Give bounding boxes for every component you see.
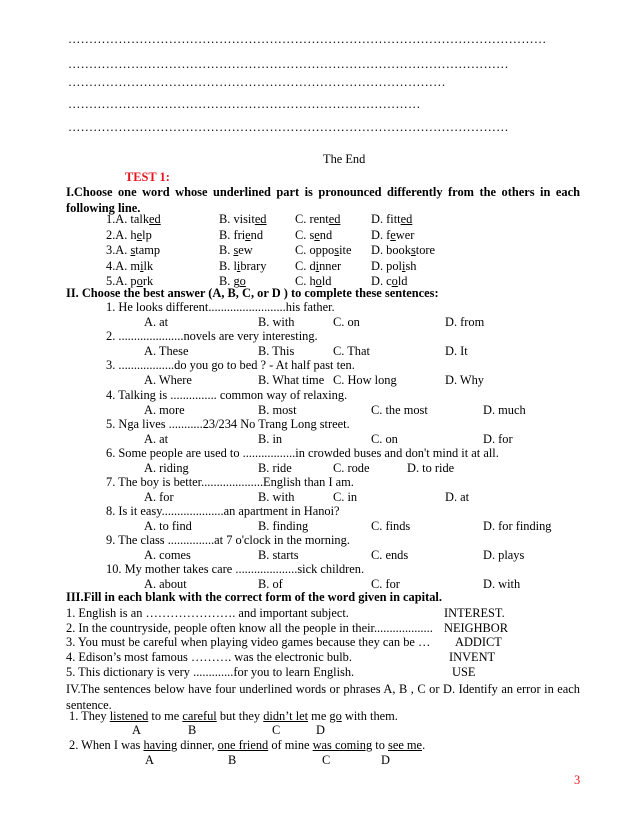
question-text: 6. Some people are used to .................in crowded buses and don't mind it at all.	[106, 446, 499, 460]
word-part: D. f	[371, 227, 391, 242]
page-number: 3	[574, 773, 581, 787]
answer-option: D. Why	[445, 373, 485, 387]
word-part: B. l	[219, 258, 237, 273]
end-text: The End	[323, 152, 366, 166]
word-part: C. oppo	[295, 243, 335, 257]
underlined-part: ed	[254, 212, 267, 226]
word-part: lp	[142, 227, 152, 242]
answer-option: C. on	[371, 432, 398, 446]
section1-option	[219, 260, 267, 272]
underlined-part: i	[401, 258, 406, 273]
section1-option	[295, 213, 340, 225]
blank-line-1: ……………………………………………………………………………………………………	[68, 32, 547, 46]
section1-title: I.Choose one word whose underlined part is pronounced differently from the others in each following line.	[66, 185, 580, 215]
test-title: TEST 1:	[125, 170, 170, 184]
word-part: tamp	[135, 243, 161, 257]
answer-option: B. starts	[258, 548, 299, 562]
section1-option	[106, 229, 152, 241]
word-part: 3.A.	[106, 243, 131, 257]
word-part: D. pol	[371, 258, 402, 273]
answer-option: B. What time	[258, 373, 325, 387]
s2-letter-c: C	[322, 753, 331, 767]
answer-option: C. the most	[371, 403, 428, 417]
answer-option: A. more	[144, 403, 185, 417]
section1-option	[371, 260, 416, 272]
answer-option: D. plays	[483, 548, 525, 562]
section1-option	[219, 244, 253, 256]
answer-option: A. riding	[144, 461, 189, 475]
blank-line-3: ………………………………………………………………………………	[68, 75, 446, 89]
answer-option: A. at	[144, 432, 169, 446]
word-part: ite	[339, 243, 352, 257]
section1-option	[295, 229, 332, 241]
underlined-part: ed	[400, 212, 413, 226]
answer-option: D. for	[483, 432, 513, 446]
word-part: C. d	[295, 258, 316, 273]
underlined-part: s	[334, 243, 340, 257]
word-part: ld	[397, 274, 408, 288]
fill-blank-sentence: 1. English is an …………………. and important subject.	[66, 606, 349, 620]
section1-option	[295, 260, 341, 272]
s1-letter-b: B	[188, 723, 197, 737]
answer-option: B. This	[258, 344, 295, 358]
word-part: ld	[321, 274, 332, 288]
given-word: INVENT	[449, 650, 496, 664]
word-part: lk	[143, 258, 154, 273]
question-text: 9. The class ...............at 7 o'clock in the morning.	[106, 533, 350, 547]
question-text: 3. ..................do you go to bed ? - At half past ten.	[106, 358, 355, 372]
answer-option: A. to find	[144, 519, 192, 533]
answer-option: D. It	[445, 344, 468, 358]
underlined-part: e	[245, 227, 251, 242]
word-part: nd	[250, 227, 264, 242]
underlined-part: i	[236, 258, 241, 273]
word-part: sh	[405, 258, 417, 273]
word-part: nd	[319, 227, 333, 242]
section1-option	[371, 229, 414, 241]
question-text: 10. My mother takes care ....................sick children.	[106, 562, 365, 576]
question-text: 1. He looks different.........................his father.	[106, 300, 335, 314]
underlined-part: ed	[149, 212, 161, 226]
answer-option: C. on	[333, 315, 360, 329]
word-part: tore	[415, 243, 436, 257]
underlined-part: i	[140, 258, 144, 273]
underlined-part: e	[136, 227, 143, 242]
word-part: C. h	[295, 274, 316, 288]
section1-option	[371, 244, 435, 256]
answer-option: C. How long	[333, 373, 397, 387]
answer-option: A. about	[144, 577, 187, 591]
answer-option: D. for finding	[483, 519, 552, 533]
underlined-part: i	[315, 258, 320, 273]
answer-option: B. with	[258, 490, 295, 504]
answer-option: B. finding	[258, 519, 309, 533]
answer-option: A. comes	[144, 548, 191, 562]
answer-option: A. Where	[144, 373, 192, 387]
answer-option: B. ride	[258, 461, 292, 475]
word-part: 4.A. m	[106, 258, 141, 273]
word-part: B. fri	[219, 227, 246, 242]
underlined-part: o	[315, 274, 322, 288]
answer-option: A. for	[144, 490, 174, 504]
fill-blank-sentence: 4. Edison’s most famous ………. was the electronic bulb.	[66, 650, 352, 664]
answer-option: D. with	[483, 577, 521, 591]
word-part: C. rent	[295, 212, 329, 226]
word-part: brary	[240, 258, 267, 273]
blank-line-5: ……………………………………………………………………………………………	[68, 120, 509, 134]
s1-letter-d: D	[316, 723, 325, 737]
answer-option: C. for	[371, 577, 400, 591]
s2-letter-d: D	[381, 753, 390, 767]
answer-option: C. rode	[333, 461, 370, 475]
word-part: D. fitt	[371, 212, 401, 226]
question-text: 8. Is it easy....................an apartment in Hanoi?	[106, 504, 340, 518]
answer-option: A. at	[144, 315, 169, 329]
section1-option	[219, 213, 267, 225]
word-part: C. s	[295, 227, 315, 242]
question-text: 2. .....................novels are very interesting.	[106, 329, 318, 343]
blank-line-4: …………………………………………………………………………	[68, 97, 421, 111]
answer-option: B. in	[258, 432, 283, 446]
s1-letter-c: C	[272, 723, 281, 737]
fill-blank-sentence: 2. In the countryside, people often know all the people in their...................	[66, 621, 433, 635]
section3-title: III.Fill in each blank with the correct form of the word given in capital.	[66, 590, 442, 604]
answer-option: D. at	[445, 490, 470, 504]
word-part: 1.A. talk	[106, 212, 150, 226]
word-part: D. book	[371, 243, 411, 257]
answer-option: D. to ride	[407, 461, 455, 475]
underlined-part: e	[390, 227, 396, 242]
answer-option: B. most	[258, 403, 297, 417]
word-part: nner	[319, 258, 342, 273]
section1-option	[106, 260, 153, 272]
answer-option: C. ends	[371, 548, 409, 562]
section4-sentence-2: 2. When I was having dinner, one friend of mine was coming to see me.	[69, 738, 426, 752]
underlined-part: o	[136, 274, 143, 288]
blank-line-2: ……………………………………………………………………………………………	[68, 57, 509, 71]
answer-option: D. from	[445, 315, 485, 329]
answer-option: A. These	[144, 344, 189, 358]
word-part: B.	[219, 243, 234, 257]
fill-blank-sentence: 3. You must be careful when playing video games because they can be …	[66, 635, 431, 649]
given-word: USE	[452, 665, 476, 679]
underlined-part: s	[410, 243, 416, 257]
answer-option: D. much	[483, 403, 526, 417]
word-part: rk	[142, 274, 154, 288]
word-part: wer	[395, 227, 415, 242]
section1-option	[371, 213, 412, 225]
given-word: INTEREST.	[444, 606, 505, 620]
answer-option: C. That	[333, 344, 370, 358]
answer-option: B. of	[258, 577, 283, 591]
underlined-part: s	[233, 243, 239, 257]
question-text: 4. Talking is ............... common way of relaxing.	[106, 388, 348, 402]
word-part: B. g	[219, 274, 240, 288]
question-text: 5. Nga lives ...........23/234 No Trang Long street.	[106, 417, 350, 431]
word-part: 2.A. h	[106, 227, 137, 242]
fill-blank-sentence: 5. This dictionary is very .............for you to learn English.	[66, 665, 355, 679]
underlined-part: o	[239, 274, 246, 288]
word-part: ew	[238, 243, 253, 257]
s1-letter-a: A	[132, 723, 141, 737]
answer-option: C. finds	[371, 519, 411, 533]
section1-option	[295, 244, 351, 256]
question-text: 7. The boy is better....................English than I am.	[106, 475, 354, 489]
section4-title: IV.The sentences below have four underlined words or phrases A, B , C or D. Identify an error in each sentence.	[66, 682, 580, 712]
answer-option: B. with	[258, 315, 295, 329]
word-part: D. c	[371, 274, 392, 288]
section2-title: II. Choose the best answer (A, B, C, or D ) to complete these sentences:	[66, 286, 439, 300]
section1-option	[219, 229, 263, 241]
word-part: 5.A. p	[106, 274, 137, 288]
section1-option	[106, 213, 161, 225]
s2-letter-b: B	[228, 753, 237, 767]
underlined-part: o	[391, 274, 398, 288]
given-word: ADDICT	[455, 635, 502, 649]
given-word: NEIGHBOR	[444, 621, 509, 635]
underlined-part: s	[130, 243, 136, 257]
section4-sentence-1: 1. They listened to me careful but they didn’t let me go with them.	[69, 709, 398, 723]
s2-letter-a: A	[145, 753, 154, 767]
answer-option: C. in	[333, 490, 358, 504]
section1-option	[106, 244, 160, 256]
word-part: B. visit	[219, 212, 255, 226]
underlined-part: e	[314, 227, 320, 242]
underlined-part: ed	[328, 212, 341, 226]
